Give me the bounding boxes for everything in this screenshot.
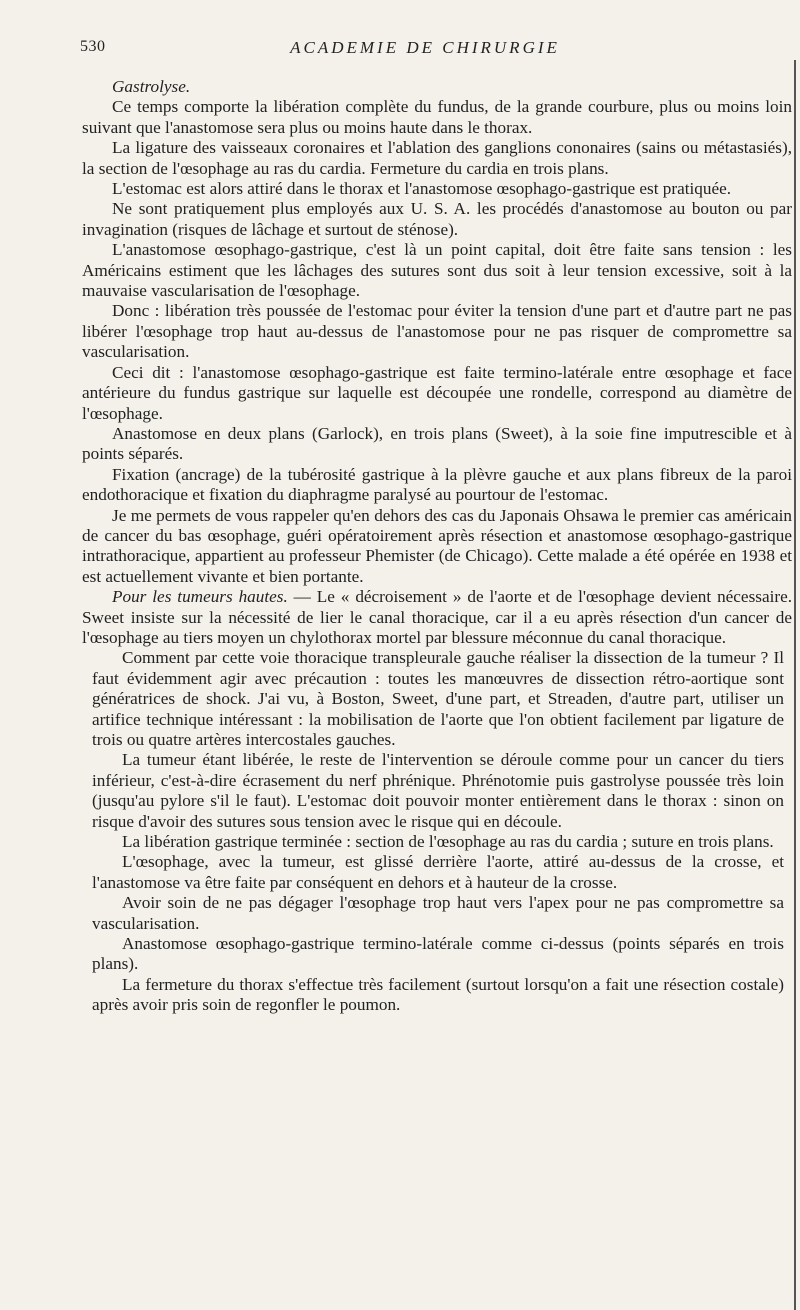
section-title: Gastrolyse.	[112, 77, 191, 96]
paragraph: La ligature des vaisseaux coronaires et l'ablation des ganglions cononaires (sains ou métastasiés), la section de l'œsophage au ras du cardia. Fermeture du cardia en trois plans.	[82, 138, 792, 178]
paragraph: Anastomose œsophago-gastrique termino-latérale comme ci-dessus (points séparés en trois plans).	[92, 934, 784, 974]
subsection-text: — Le « décroisement » de l'aorte et de l'œsophage devient nécessaire. Sweet insiste sur la nécessité de lier le canal thoracique, car il a eu après résection d'un cancer de l'œsophage au tiers moyen un chylothorax mortel par blessure méconnue du canal thoracique.	[82, 587, 792, 647]
paragraph: La tumeur étant libérée, le reste de l'intervention se déroule comme pour un cancer du tiers inférieur, c'est-à-dire écrasement du nerf phrénique. Phrénotomie puis gastrolyse poussée très loin (jusqu'au pylore s'il le faut). L'estomac doit pouvoir monter entièrement dans le thorax : sinon on risque d'avoir des sutures sous tension avec le risque qui en découle.	[92, 750, 784, 831]
paragraph: L'anastomose œsophago-gastrique, c'est là un point capital, doit être faite sans tension : les Américains estiment que les lâchages des sutures sont dus soit à leur tension excessive, soit à la mauvaise vascularisation de l'œsophage.	[82, 240, 792, 301]
paragraph-tumeurs-hautes	[82, 587, 792, 648]
body-text	[82, 77, 792, 1016]
paragraph: La fermeture du thorax s'effectue très facilement (surtout lorsqu'on a fait une résection costale) après avoir pris soin de regonfler le poumon.	[92, 974, 784, 1015]
paragraph: Comment par cette voie thoracique transpleurale gauche réaliser la dissection de la tumeur ? Il faut évidemment agir avec précaution : toutes les manœuvres de dissection rétro-aortique sont génératrices de shock. J'ai vu, à Boston, Sweet, d'une part, et Streaden, d'autre part, utiliser un artifice technique intéressant : la mobilisation de l'aorte que l'on obtient facilement par ligature de trois ou quatre artères intercostales gauches.	[92, 648, 784, 749]
paragraph: Donc : libération très poussée de l'estomac pour éviter la tension d'une part et d'autre part ne pas libérer l'œsophage trop haut au-dessus de l'anastomose pour ne pas risquer de compromettre sa vascularisation.	[82, 301, 792, 362]
paragraph: Ceci dit : l'anastomose œsophago-gastrique est faite termino-latérale entre œsophage et face antérieure du fundus gastrique sur laquelle est découpée une rondelle, correspond au diamètre de l'œsophage.	[82, 362, 792, 423]
subsection-lead: Pour les tumeurs hautes.	[112, 587, 288, 607]
page-edge-shadow	[794, 60, 796, 1310]
page-number: 530	[80, 38, 106, 55]
paragraph: L'œsophage, avec la tumeur, est glissé derrière l'aorte, attiré au-dessus de la crosse, et l'anastomose va être faite par conséquent en dehors et à hauteur de la crosse.	[92, 852, 784, 892]
running-head	[80, 38, 770, 60]
paragraph: Ne sont pratiquement plus employés aux U. S. A. les procédés d'anastomose au bouton ou par invagination (risques de lâchage et surtout de sténose).	[82, 199, 792, 239]
paragraph: La libération gastrique terminée : section de l'œsophage au ras du cardia ; suture en trois plans.	[122, 832, 774, 852]
paragraph: Anastomose en deux plans (Garlock), en trois plans (Sweet), à la soie fine imputrescible et à points séparés.	[82, 423, 792, 464]
paragraph: Avoir soin de ne pas dégager l'œsophage trop haut vers l'apex pour ne pas compromettre sa vascularisation.	[92, 893, 784, 933]
paragraph: Je me permets de vous rappeler qu'en dehors des cas du Japonais Ohsawa le premier cas américain de cancer du bas œsophage, guéri opératoirement après résection et anastomose œsophago-gastrique intrathoracique, appartient au professeur Phemister (de Chicago). Cette malade a été opérée en 1938 et est actuellement vivante et bien portante.	[82, 505, 792, 586]
paragraph: Fixation (ancrage) de la tubérosité gastrique à la plèvre gauche et aux plans fibreux de la paroi endothoracique et fixation du diaphragme paralysé au pourtour de l'estomac.	[82, 464, 792, 505]
journal-title: ACADEMIE DE CHIRURGIE	[290, 38, 560, 57]
paragraph: L'estomac est alors attiré dans le thorax et l'anastomose œsophago-gastrique est pratiquée.	[112, 179, 732, 199]
paragraph: Ce temps comporte la libération complète du fundus, de la grande courbure, plus ou moins loin suivant que l'anastomose sera plus ou moins haute dans le thorax.	[82, 97, 792, 137]
